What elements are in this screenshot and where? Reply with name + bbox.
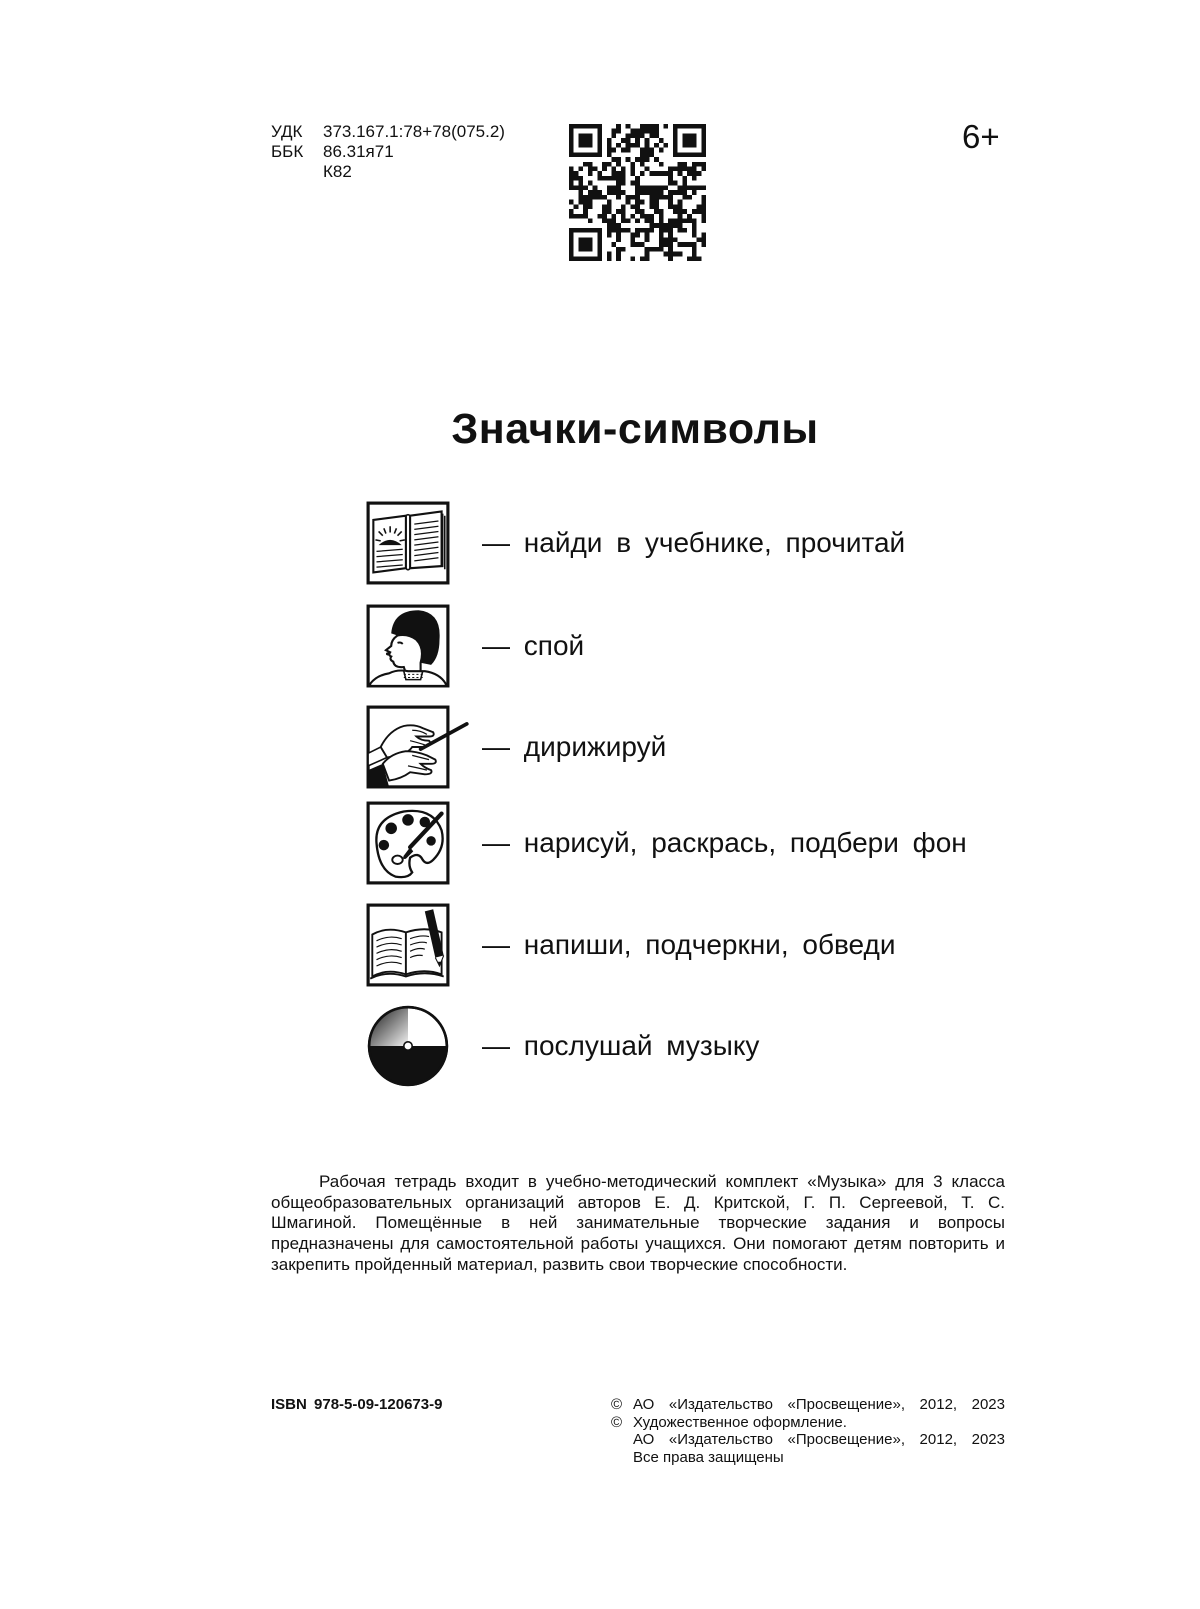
legend-item-conduct — [366, 705, 1106, 789]
qr-code — [569, 124, 706, 261]
bbk-row — [271, 142, 505, 162]
copyright-line-2: Художественное оформление. — [633, 1413, 847, 1431]
copyright-mark: © — [611, 1396, 623, 1413]
legend-item-read — [366, 501, 1106, 585]
legend-text-listen: — послушай музыку — [482, 1030, 760, 1061]
author-mark-row — [271, 162, 505, 182]
page-title: Значки-символы — [451, 405, 819, 453]
bbk-label: ББК — [271, 142, 304, 161]
udk-value: 373.167.1:78+78(075.2) — [323, 122, 505, 141]
copyright-line-3: АО «Издательство «Просвещение», 2012, 2023 — [633, 1431, 1005, 1448]
copyright-block — [611, 1396, 1005, 1466]
legend-text-read: — найди в учебнике, прочитай — [482, 527, 906, 558]
conducting-hands-icon — [366, 705, 450, 789]
copyright-mark: © — [611, 1413, 623, 1431]
udk-row — [271, 122, 505, 142]
legend-text-draw: — нарисуй, раскрась, подбери фон — [482, 827, 967, 858]
book-pencil-icon — [366, 903, 450, 987]
legend-text-conduct: — дирижируй — [482, 731, 667, 762]
description-paragraph — [271, 1172, 1005, 1276]
music-disc-icon — [366, 1004, 450, 1088]
udk-label: УДК — [271, 122, 303, 141]
isbn: ISBN 978-5-09-120673-9 — [271, 1396, 443, 1413]
legend-text-sing: — спой — [482, 630, 585, 661]
age-rating: 6+ — [962, 118, 1000, 155]
legend-item-write — [366, 903, 1106, 987]
legend-item-listen — [366, 1004, 1106, 1088]
legend-item-sing — [366, 604, 1106, 688]
bbk-value: 86.31я71 — [323, 142, 394, 161]
copyright-line-1: АО «Издательство «Просвещение», 2012, 2023 — [633, 1396, 1005, 1413]
legend-item-draw — [366, 801, 1106, 885]
bibliographic-block — [271, 122, 505, 182]
legend-text-write: — напиши, подчеркни, обведи — [482, 929, 896, 960]
palette-brush-icon — [366, 801, 450, 885]
copyright-line-4: Все права защищены — [633, 1448, 784, 1466]
book-read-icon — [366, 501, 450, 585]
description-text: Рабочая тетрадь входит в учебно-методический комплект «Музыка» для 3 класса общеобразовательных организаций авторов Е. Д. Критской, Г. П. Сергеевой, Т. С. Шмагиной. Помещённые в ней занимательные творческие задания и вопросы предназначены для самостоятельной работы учащихся. Они помогают детям повторить и закрепить пройденный материал, развить свои творческие способности. — [271, 1172, 1005, 1274]
author-mark: К82 — [323, 162, 352, 181]
singing-girl-icon — [366, 604, 450, 688]
